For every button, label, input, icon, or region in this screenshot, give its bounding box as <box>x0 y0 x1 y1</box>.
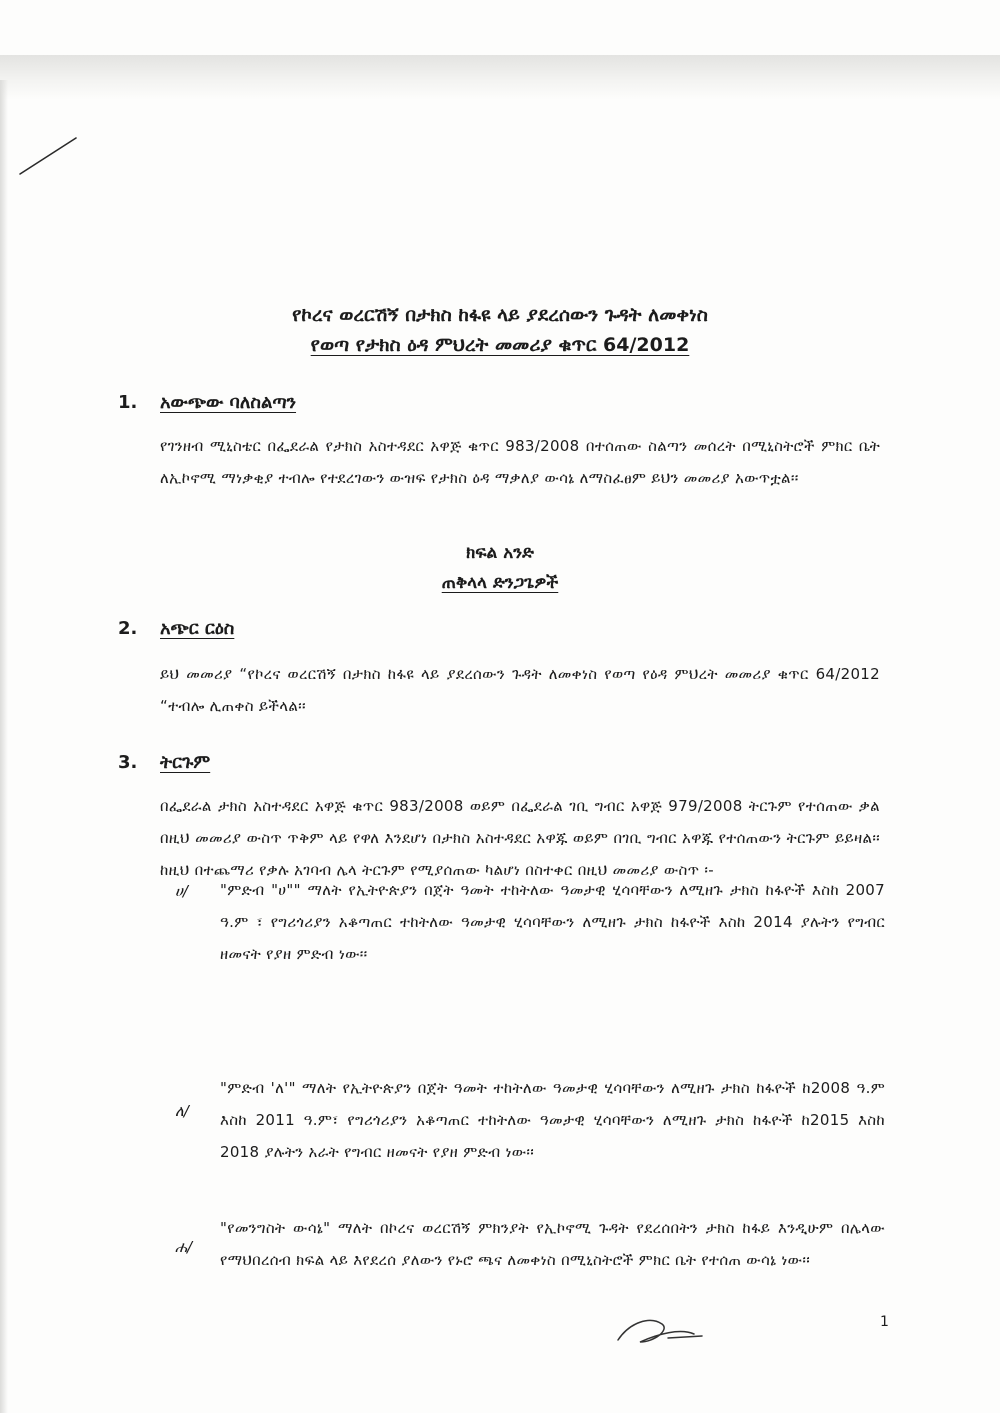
title-line-2: የወጣ የታክስ ዕዳ ምህረት መመሪያ ቁጥር 64/2012 <box>310 334 690 356</box>
definition-item-label: ሀ/ <box>175 882 188 900</box>
document-title <box>120 300 880 360</box>
section-2-heading <box>118 618 518 646</box>
part-one-subtitle: ጠቅላላ ድንጋጌዎች <box>441 573 559 593</box>
scan-left-edge <box>0 80 8 1413</box>
definition-item-text: "የመንግስት ውሳኔ" ማለት በኮረና ወረርሽኝ ምክንያት የኢኮኖሚ ጉዳት የደረሰበትን ታክስ ከፋይ እንዲሁም በሌላው የማህበረሰብ ክፍል ላይ እየደረሰ ያለውን የኑሮ ጫና ለመቀነስ በሚኒስትሮች ምክር ቤት የተሰጠ ውሳኔ ነው፡፡ <box>220 1219 885 1269</box>
section-1-title: አውጭው ባለስልጣን <box>160 392 297 413</box>
definition-item-text: "ምድብ "ሀ"" ማለት የኢትዮጵያን በጀት ዓመት ተከትለው ዓመታዊ ሂሳባቸውን ለሚዘጉ ታክስ ከፋዮች እስከ 2007 ዓ.ም ፣ የግሪጎሪያን አቆጣጠር ተከትለው ዓመታዊ ሂሳባቸውን ለሚዘጉ ታክስ ከፋዮች እስከ 2014 ያሉትን የግብር ዘመናት የያዘ ምድብ ነው፡፡ <box>220 881 885 963</box>
section-3-title: ትርጉም <box>160 752 211 773</box>
part-one-heading <box>300 538 700 598</box>
section-1-heading <box>118 392 518 420</box>
definition-item-label: ሐ/ <box>175 1238 193 1256</box>
definition-item-label: ለ/ <box>175 1102 189 1120</box>
section-1-number: 1. <box>118 392 138 413</box>
section-2-title: አጭር ርዕስ <box>160 618 235 639</box>
title-line-1: የኮረና ወረርሽኝ በታክስ ከፋዩ ላይ ያደረሰውን ጉዳት ለመቀነስ <box>292 304 708 326</box>
section-2-body: ይህ መመሪያ “የኮረና ወረርሽኝ በታክስ ከፋዩ ላይ ያደረሰውን ጉዳት ለመቀነስ የወጣ የዕዳ ምህረት መመሪያ ቁጥር 64/2012 “ተብሎ ሊጠቀስ ይችላል፡፡ <box>160 665 880 715</box>
section-3-number: 3. <box>118 752 138 773</box>
part-one-title: ክፍል አንድ <box>466 543 534 563</box>
signature-icon <box>610 1312 710 1350</box>
scan-top-edge <box>0 55 1000 100</box>
section-2-number: 2. <box>118 618 138 639</box>
pen-stroke-mark <box>14 130 84 180</box>
section-1-body: የገንዘብ ሚኒስቴር በፌደራል የታክስ አስተዳደር አዋጅ ቁጥር 983/2008 በተሰጠው ስልጣን መሰረት በሚኒስትሮች ምክር ቤት ለኢኮኖሚ ማነቃቂያ ተብሎ የተደረገውን ውዝፍ የታክስ ዕዳ ማቃለያ ውሳኔ ለማስፈፀም ይህን መመሪያ አውጥቷል፡፡ <box>160 437 880 487</box>
section-3-body: በፌደራል ታክስ አስተዳደር አዋጅ ቁጥር 983/2008 ወይም በፌደራል ገቢ ግብር አዋጅ 979/2008 ትርጉም የተሰጠው ቃል በዚህ መመሪያ ውስጥ ጥቅም ላይ የዋለ እንደሆነ በታክስ አስተዳደር አዋጁ ወይም በገቢ ግብር አዋጁ የተሰጠውን ትርጉም ይይዛል፡፡ ከዚህ በተጨማሪ የቃሉ አገባብ ሌላ ትርጉም የሚያሰጠው ካልሆነ በስተቀር በዚህ መመሪያ ውስጥ ፡- <box>160 797 880 879</box>
definition-item-text: "ምድብ 'ለ'" ማለት የኢትዮጵያን በጀት ዓመት ተከትለው ዓመታዊ ሂሳባቸውን ለሚዘጉ ታክስ ከፋዮች ከ2008 ዓ.ም እስከ 2011 ዓ.ም፣ የግሪጎሪያን አቆጣጠር ተከትለው ዓመታዊ ሂሳባቸውን ለሚዘጉ ታክስ ከፋዮች ከ2015 እስከ 2018 ያሉትን አራት የግብር ዘመናት የያዘ ምድብ ነው፡፡ <box>220 1079 885 1161</box>
section-3-heading <box>118 752 518 780</box>
page-number: 1 <box>880 1314 889 1330</box>
